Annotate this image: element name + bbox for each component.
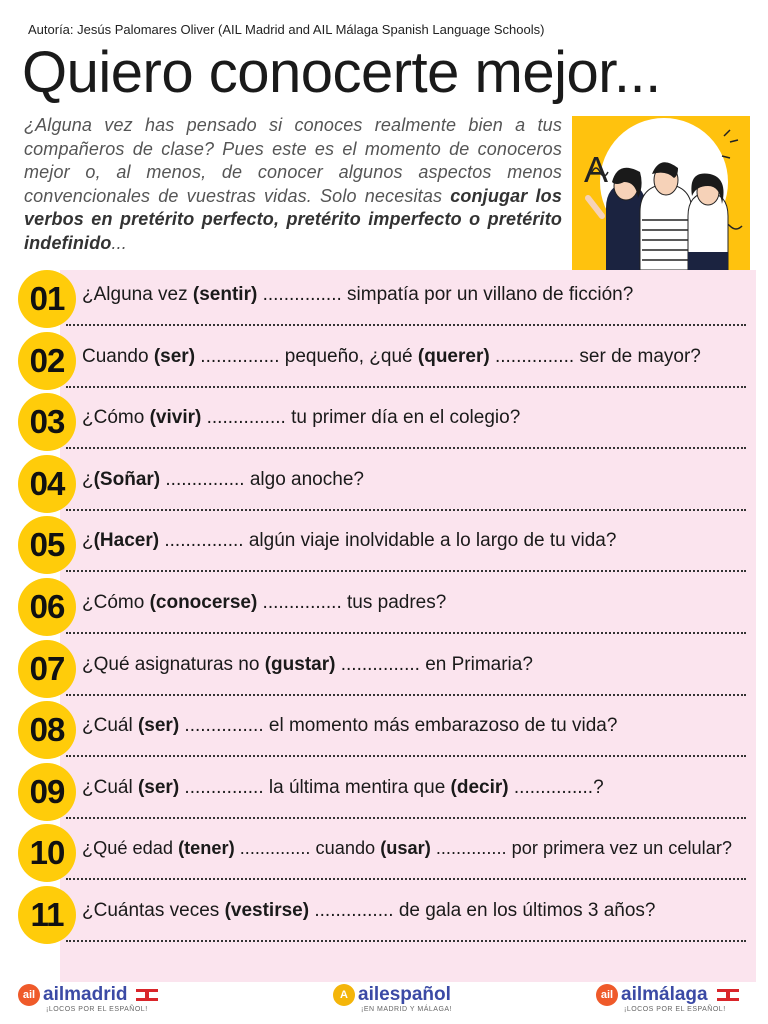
- answer-line[interactable]: [66, 755, 746, 757]
- logo-tagline: ¡EN MADRID Y MÁLAGA!: [361, 1006, 453, 1013]
- verb-infinitive: (conocerse): [149, 592, 258, 613]
- question-text: [82, 592, 446, 614]
- answer-line[interactable]: [66, 570, 746, 572]
- page-title: Quiero conocerte mejor...: [22, 40, 661, 105]
- verb-infinitive: (querer): [417, 345, 490, 367]
- verb-infinitive: (vivir): [149, 407, 202, 429]
- verb-infinitive: (usar): [380, 838, 431, 859]
- question-text: [82, 530, 616, 552]
- question-row: [0, 393, 768, 455]
- question-number-badge: 01: [18, 270, 76, 328]
- answer-line[interactable]: [66, 386, 746, 388]
- intro-instruction: conjugar los verbos en pretérito perfecto, pretérito imperfecto o pretérito indefinido: [24, 185, 562, 253]
- friends-illustration: [572, 116, 750, 270]
- question-text: [82, 654, 533, 676]
- verb-infinitive: (sentir): [192, 284, 258, 305]
- question-text: [82, 900, 656, 922]
- question-number-badge: 03: [18, 393, 76, 451]
- question-fragment: ¿Qué asignaturas no: [82, 653, 265, 675]
- ail-madrid-logo: [18, 984, 160, 1024]
- question-row: [0, 824, 768, 886]
- question-fragment: ¿Cuántas veces: [82, 900, 225, 921]
- question-fragment: ¿Qué edad: [82, 838, 179, 859]
- question-fragment: ¿Alguna vez: [82, 284, 193, 305]
- answer-line[interactable]: [66, 878, 746, 880]
- question-text: [82, 838, 732, 859]
- question-text: [82, 777, 604, 799]
- verb-infinitive: (Soñar): [93, 468, 161, 490]
- intro-paragraph: [24, 114, 562, 255]
- verb-infinitive: (decir): [450, 776, 509, 798]
- question-fragment: ............... tu primer día en el colegio?: [201, 407, 521, 429]
- question-row: [0, 763, 768, 825]
- question-fragment: ¿: [82, 468, 94, 490]
- question-row: [0, 455, 768, 517]
- question-fragment: ¿Cuál: [82, 776, 138, 798]
- question-text: [82, 715, 617, 737]
- question-number-badge: 08: [18, 701, 76, 759]
- logo-tagline: ¡LOCOS POR EL ESPAÑOL!: [46, 1006, 148, 1013]
- author-credit: Autoría: Jesús Palomares Oliver (AIL Madrid and AIL Málaga Spanish Language Schools): [28, 22, 545, 37]
- verb-infinitive: (vestirse): [224, 900, 310, 921]
- question-fragment: ............... tus padres?: [257, 592, 447, 613]
- question-fragment: ............... el momento más embarazoso de tu vida?: [179, 715, 618, 737]
- question-row: [0, 516, 768, 578]
- answer-line[interactable]: [66, 447, 746, 449]
- verb-infinitive: (Hacer): [93, 530, 160, 552]
- question-row: [0, 886, 768, 948]
- question-number-badge: 11: [18, 886, 76, 944]
- spain-flag-icon: [134, 987, 160, 1003]
- question-fragment: ............... de gala en los últimos 3 años?: [309, 900, 656, 921]
- question-number-badge: 09: [18, 763, 76, 821]
- logo-name: ailespañol: [358, 984, 451, 1005]
- question-number-badge: 10: [18, 824, 76, 882]
- question-fragment: .............. por primera vez un celular?: [430, 838, 732, 859]
- ail-badge-icon: ail: [596, 984, 618, 1006]
- question-text: [82, 469, 364, 491]
- intro-ellipsis: ...: [111, 232, 127, 253]
- question-number-badge: 06: [18, 578, 76, 636]
- ail-malaga-logo: [596, 984, 741, 1024]
- answer-line[interactable]: [66, 817, 746, 819]
- question-text: [82, 346, 701, 368]
- question-fragment: ¿Cómo: [82, 407, 150, 429]
- question-fragment: ¿: [82, 530, 94, 552]
- answer-line[interactable]: [66, 694, 746, 696]
- verb-infinitive: (ser): [153, 345, 196, 367]
- question-fragment: ¿Cómo: [82, 592, 150, 613]
- question-number-badge: 05: [18, 516, 76, 574]
- ail-badge-icon: A: [333, 984, 355, 1006]
- question-row: [0, 332, 768, 394]
- question-fragment: ............... en Primaria?: [335, 653, 533, 675]
- answer-line[interactable]: [66, 632, 746, 634]
- verb-infinitive: (ser): [137, 776, 180, 798]
- logo-name: ailmálaga: [621, 984, 708, 1005]
- question-text: [82, 407, 520, 429]
- question-number-badge: 04: [18, 455, 76, 513]
- ail-badge-icon: ail: [18, 984, 40, 1006]
- question-fragment: ¿Cuál: [82, 715, 138, 737]
- logo-name: ailmadrid: [43, 984, 128, 1005]
- question-text: [82, 284, 633, 306]
- question-row: [0, 701, 768, 763]
- question-fragment: ............... algo anoche?: [160, 468, 364, 490]
- answer-line[interactable]: [66, 324, 746, 326]
- question-row: [0, 578, 768, 640]
- verb-infinitive: (tener): [178, 838, 235, 859]
- question-number-badge: 07: [18, 640, 76, 698]
- spain-flag-icon: [715, 987, 741, 1003]
- answer-line[interactable]: [66, 940, 746, 942]
- question-row: [0, 640, 768, 702]
- question-fragment: Cuando: [82, 345, 154, 367]
- question-row: [0, 270, 768, 332]
- verb-infinitive: (gustar): [264, 653, 336, 675]
- question-fragment: .............. cuando: [234, 838, 381, 859]
- question-fragment: ...............?: [508, 776, 604, 798]
- logo-tagline: ¡LOCOS POR EL ESPAÑOL!: [624, 1006, 726, 1013]
- question-fragment: ............... ser de mayor?: [489, 345, 701, 367]
- question-number-badge: 02: [18, 332, 76, 390]
- verb-infinitive: (ser): [137, 715, 180, 737]
- question-fragment: ............... simpatía por un villano de ficción?: [257, 284, 634, 305]
- question-fragment: ............... pequeño, ¿qué: [195, 345, 418, 367]
- illustration-letter: A: [584, 149, 609, 190]
- question-fragment: ............... la última mentira que: [179, 776, 451, 798]
- intro-text: ¿Alguna vez has pensado si conoces realmente bien a tus compañeros de clase? Pues este es el momento de conoceros mejor o, al menos, de conocer algunos aspectos menos convencionales de vuestras vidas. Solo necesitas: [24, 115, 562, 206]
- question-fragment: ............... algún viaje inolvidable a lo largo de tu vida?: [159, 530, 617, 552]
- ail-espanol-logo: [333, 984, 452, 1024]
- answer-line[interactable]: [66, 509, 746, 511]
